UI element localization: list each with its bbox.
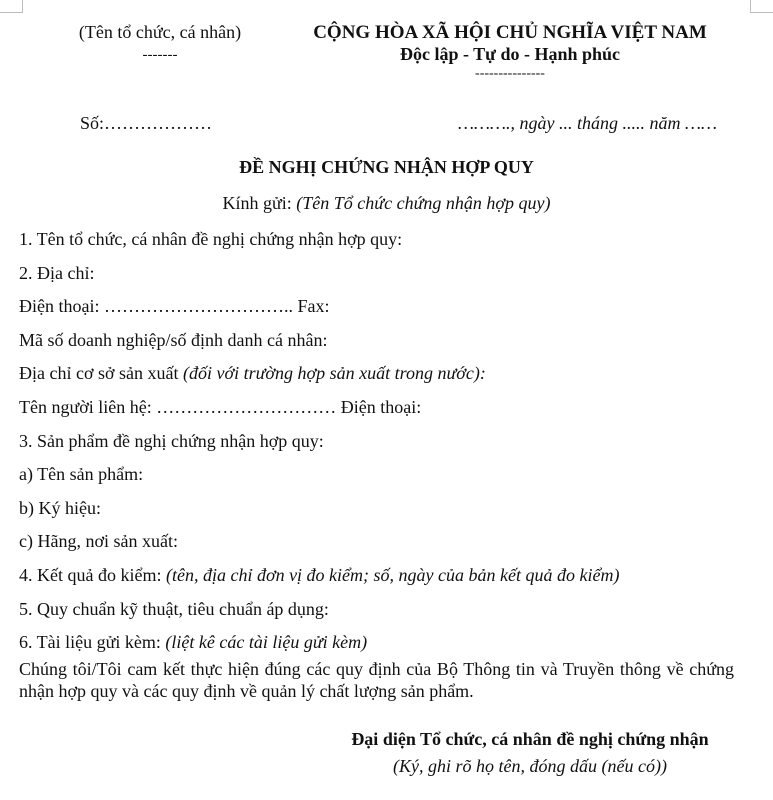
- document-title: ĐỀ NGHỊ CHỨNG NHẬN HỢP QUY: [239, 157, 534, 177]
- organization-name: (Tên tổ chức, cá nhân): [78, 22, 242, 42]
- document-date: ………., ngày ... tháng ..... năm ……: [457, 113, 717, 133]
- field-attachments: 6. Tài liệu gửi kèm: (liệt kê các tài liệu gửi kèm): [19, 632, 368, 653]
- page-corner-mark-right: [750, 0, 773, 13]
- recipient-label: Kính gửi:: [222, 193, 297, 213]
- document-header: [0, 22, 773, 92]
- motto-underline: ---------------: [475, 66, 545, 81]
- page-corner-mark-left: [0, 0, 23, 13]
- national-heading: [280, 22, 740, 81]
- field-standards: 5. Quy chuẩn kỹ thuật, tiêu chuẩn áp dụng:: [19, 598, 329, 619]
- document-number: Số:………………: [80, 113, 213, 133]
- recipient-line: [0, 193, 773, 214]
- document-number-line: [0, 113, 773, 137]
- form-fields: [19, 228, 759, 665]
- field-product-symbol: b) Ký hiệu:: [19, 497, 101, 518]
- field-phone-fax: Điện thoại: ………………………….. Fax:: [19, 296, 330, 317]
- signature-block: [335, 727, 725, 778]
- commitment-paragraph: Chúng tôi/Tôi cam kết thực hiện đúng các quy định của Bộ Thông tin và Truyền thông về chứng nhận hợp quy và các quy định về quản lý chất lượng sản phẩm.: [19, 659, 734, 701]
- signature-title: Đại diện Tổ chức, cá nhân đề nghị chứng nhận: [351, 729, 709, 749]
- field-manufacturer: c) Hãng, nơi sản xuất:: [19, 531, 178, 552]
- field-production-address: Địa chỉ cơ sở sản xuất (đối với trường hợp sản xuất trong nước):: [19, 363, 486, 384]
- field-test-results: 4. Kết quả đo kiểm: (tên, địa chỉ đơn vị đo kiểm; số, ngày của bản kết quả đo kiểm): [19, 564, 620, 585]
- field-product-name: a) Tên sản phẩm:: [19, 464, 144, 485]
- field-address: 2. Địa chỉ:: [19, 262, 95, 283]
- signature-note: (Ký, ghi rõ họ tên, đóng dấu (nếu có)): [393, 756, 667, 776]
- field-contact-person: Tên người liên hệ: ………………………… Điện thoại:: [19, 396, 422, 417]
- national-motto: Độc lập - Tự do - Hạnh phúc: [399, 44, 621, 64]
- country-name: CỘNG HÒA XÃ HỘI CHỦ NGHĨA VIỆT NAM: [313, 22, 707, 43]
- field-organization-name: 1. Tên tổ chức, cá nhân đề nghị chứng nhận hợp quy:: [19, 229, 403, 249]
- recipient-value: (Tên Tổ chức chứng nhận hợp quy): [296, 193, 551, 213]
- organization-block: [60, 22, 260, 64]
- organization-separator: -------: [142, 47, 178, 63]
- field-product-heading: 3. Sản phẩm đề nghị chứng nhận hợp quy:: [19, 430, 324, 451]
- field-business-id: Mã số doanh nghiệp/số định danh cá nhân:: [19, 329, 328, 350]
